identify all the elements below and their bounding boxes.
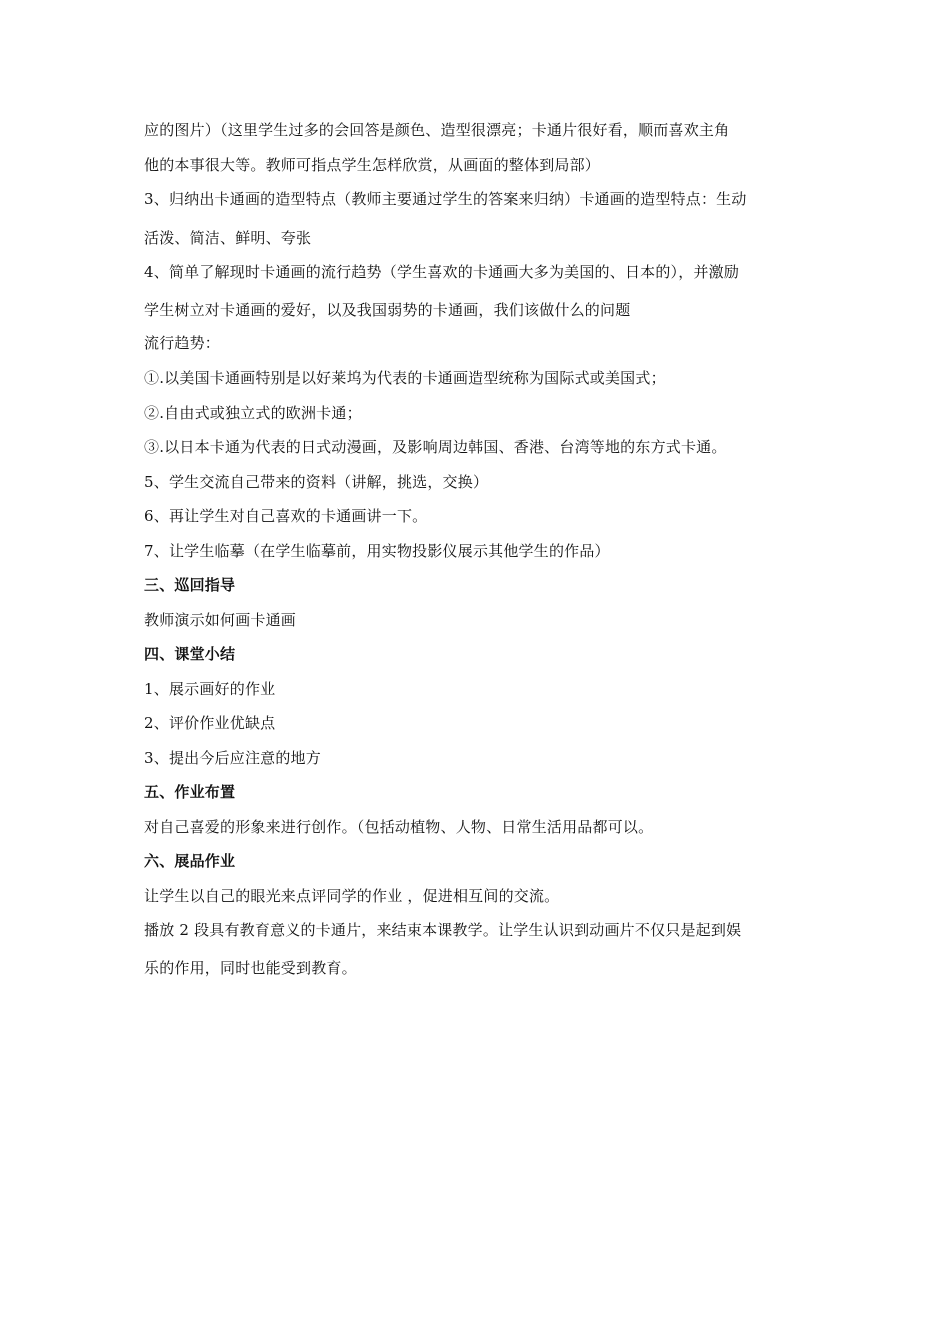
paragraph-line: 对自己喜爱的形象来进行创作。（包括动植物、人物、日常生活用品都可以。 (144, 818, 654, 836)
list-item-4: 4、简单了解现时卡通画的流行趋势（学生喜欢的卡通画大多为美国的、日本的），并激励 (144, 263, 740, 281)
section-heading-6: 六、展品作业 (144, 852, 236, 870)
summary-item-1: 1、展示画好的作业 (144, 680, 276, 698)
trend-label: 流行趋势： (144, 334, 221, 352)
summary-item-3: 3、提出今后应注意的地方 (144, 749, 321, 767)
paragraph-line: 让学生以自己的眼光来点评同学的作业 ，促进相互间的交流。 (144, 887, 560, 905)
summary-item-2: 2、评价作业优缺点 (144, 714, 276, 732)
paragraph-line: 他的本事很大等。教师可指点学生怎样欣赏，从画面的整体到局部） (144, 156, 601, 174)
list-item-7: 7、让学生临摹（在学生临摹前，用实物投影仪展示其他学生的作品） (144, 542, 610, 560)
paragraph-line: 应的图片）（这里学生过多的会回答是颜色、造型很漂亮；卡通片很好看，顺而喜欢主角 (144, 121, 730, 139)
section-heading-3: 三、巡回指导 (144, 576, 236, 594)
section-heading-4: 四、课堂小结 (144, 645, 236, 663)
paragraph-line: 播放 2 段具有教育意义的卡通片，来结束本课教学。让学生认识到动画片不仅只是起到娱 (144, 921, 742, 939)
paragraph-line: 活泼、简洁、鲜明、夸张 (144, 229, 312, 247)
paragraph-line: 教师演示如何画卡通画 (144, 611, 297, 629)
trend-item-1: ①.以美国卡通画特别是以好莱坞为代表的卡通画造型统称为国际式或美国式； (144, 369, 666, 387)
list-item-3: 3、归纳出卡通画的造型特点（教师主要通过学生的答案来归纳）卡通画的造型特点：生动 (144, 190, 747, 208)
list-item-6: 6、再让学生对自己喜欢的卡通画讲一下。 (144, 507, 428, 525)
list-item-5: 5、学生交流自己带来的资料（讲解，挑选，交换） (144, 473, 489, 491)
paragraph-line: 学生树立对卡通画的爱好，以及我国弱势的卡通画，我们该做什么的问题 (144, 301, 631, 319)
section-heading-5: 五、作业布置 (144, 783, 236, 801)
trend-item-2: ②.自由式或独立式的欧洲卡通； (144, 404, 362, 422)
trend-item-3: ③.以日本卡通为代表的日式动漫画，及影响周边韩国、香港、台湾等地的东方式卡通。 (144, 438, 727, 456)
paragraph-line: 乐的作用，同时也能受到教育。 (144, 959, 357, 977)
